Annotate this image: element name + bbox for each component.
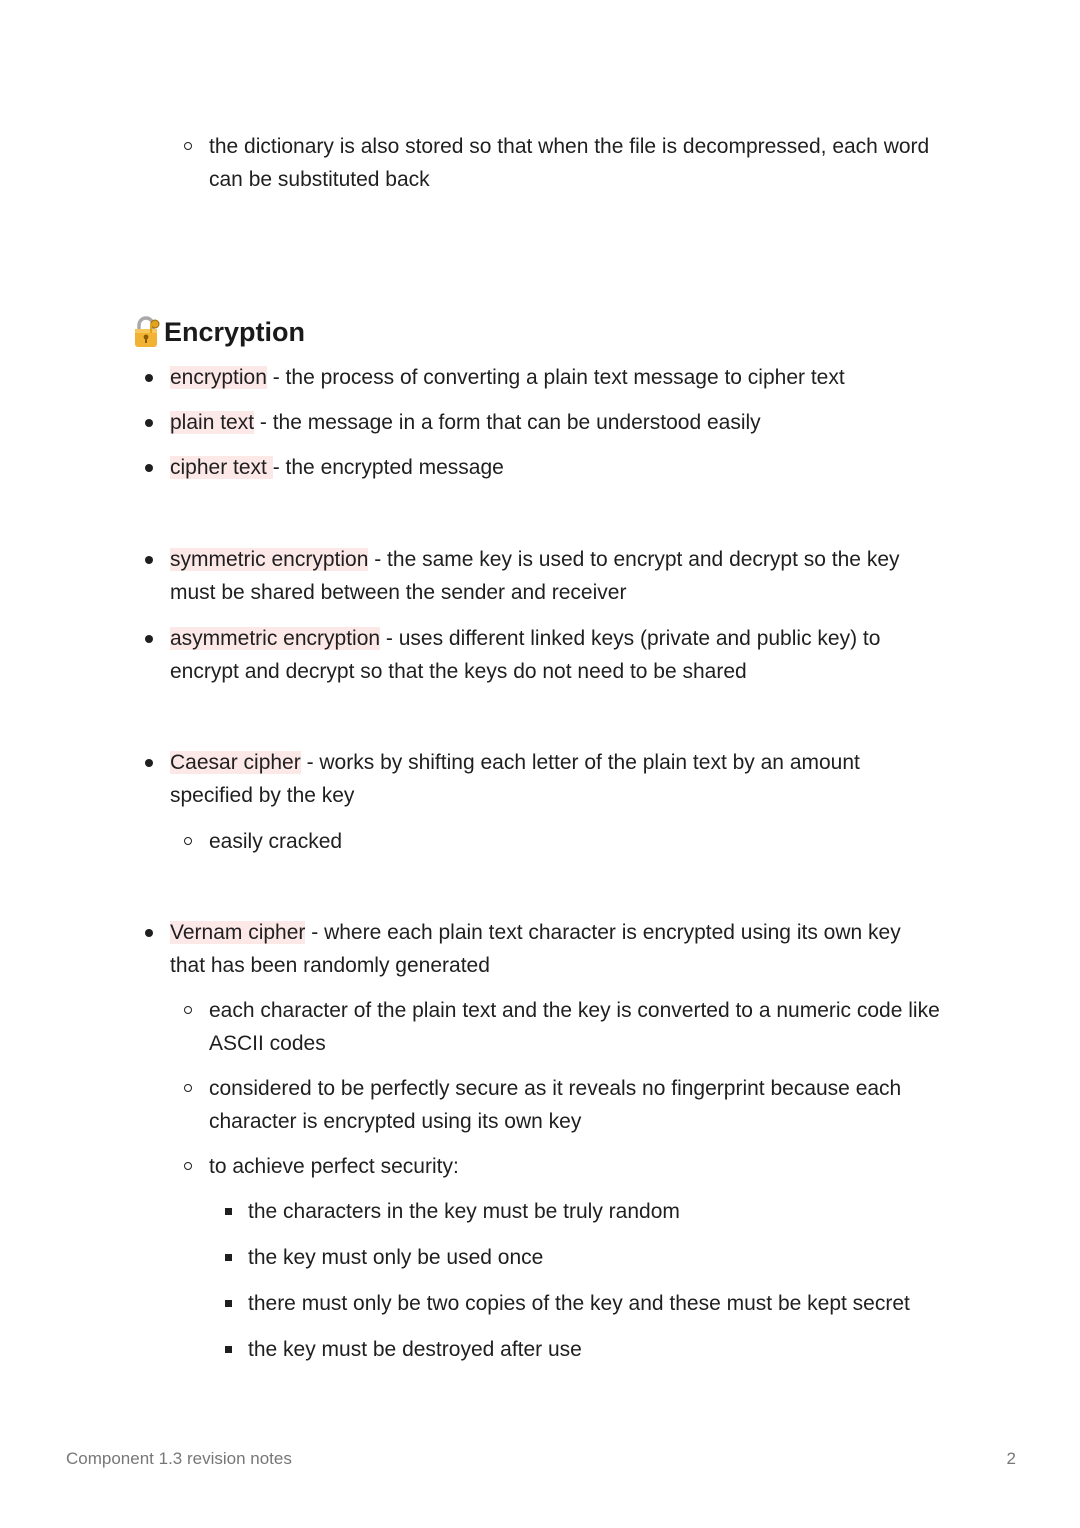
sub-sub-item-text: the characters in the key must be truly random xyxy=(248,1200,680,1223)
list-item-text: the dictionary is also stored so that when the file is decompressed, each word can be substituted back xyxy=(209,135,930,191)
term: encryption xyxy=(170,366,267,389)
list-item xyxy=(0,451,940,484)
bullet-icon xyxy=(145,464,153,472)
section-title: Encryption xyxy=(164,317,306,347)
sub-item-text: considered to be perfectly secure as it reveals no fingerprint because each character is encrypted using its own key xyxy=(209,1077,902,1133)
definition: - uses different linked keys (private and public key) to encrypt and decrypt so that the keys do not need to be shared xyxy=(170,627,881,683)
square-bullet-icon xyxy=(225,1208,232,1215)
term: plain text xyxy=(170,411,255,434)
definition: - the encrypted message xyxy=(272,456,504,479)
bullet-icon xyxy=(145,635,153,643)
hollow-bullet-icon xyxy=(184,1084,192,1092)
square-bullet-icon xyxy=(225,1254,232,1261)
term: asymmetric encryption xyxy=(170,627,381,650)
square-bullet-icon xyxy=(225,1300,232,1307)
section-heading xyxy=(130,312,305,352)
bullet-icon xyxy=(145,929,153,937)
list-item xyxy=(0,746,940,812)
key-types-list xyxy=(0,543,940,688)
hollow-bullet-icon xyxy=(184,142,192,150)
sub-sub-list-item xyxy=(0,1195,948,1228)
sub-sub-list-item xyxy=(0,1287,948,1320)
square-bullet-icon xyxy=(225,1346,232,1353)
sub-list-item xyxy=(0,994,940,1060)
sub-sub-list-item xyxy=(0,1241,948,1274)
page-number: 2 xyxy=(1006,1449,1016,1468)
sub-list-item xyxy=(0,1072,940,1138)
definition: - works by shifting each letter of the plain text by an amount specified by the key xyxy=(170,751,860,807)
list-item xyxy=(0,916,940,982)
sub-item-text: easily cracked xyxy=(209,830,343,853)
bullet-icon xyxy=(145,556,153,564)
vernam-list xyxy=(0,916,948,1366)
bullet-icon xyxy=(145,374,153,382)
sub-list-item xyxy=(0,1150,940,1183)
footer-doc-title: Component 1.3 revision notes xyxy=(66,1449,292,1468)
sub-item-text: each character of the plain text and the key is converted to a numeric code like ASCII codes xyxy=(209,999,940,1055)
definition: - the process of converting a plain text message to cipher text xyxy=(266,366,845,389)
sub-list-item xyxy=(0,825,940,858)
bullet-icon xyxy=(145,759,153,767)
term: Caesar cipher xyxy=(170,751,301,774)
list-item xyxy=(0,543,940,609)
definition-list xyxy=(0,361,940,484)
term: Vernam cipher xyxy=(170,921,306,944)
hollow-bullet-icon xyxy=(184,1006,192,1014)
term: cipher text xyxy=(170,456,273,479)
term: symmetric encryption xyxy=(170,548,369,571)
bullet-icon xyxy=(145,419,153,427)
sub-item-text: to achieve perfect security: xyxy=(209,1155,459,1178)
definition: - where each plain text character is encrypted using its own key that has been randomly generated xyxy=(170,921,901,977)
list-item xyxy=(0,406,940,439)
list-item xyxy=(0,622,940,688)
caesar-list xyxy=(0,746,940,858)
definition: - the same key is used to encrypt and decrypt so the key must be shared between the sender and receiver xyxy=(170,548,900,604)
sub-sub-item-text: there must only be two copies of the key and these must be kept secret xyxy=(248,1292,910,1315)
definition: - the message in a form that can be understood easily xyxy=(254,411,761,434)
list-item-top xyxy=(0,130,940,196)
sub-sub-item-text: the key must be destroyed after use xyxy=(248,1338,582,1361)
sub-sub-item-text: the key must only be used once xyxy=(248,1246,544,1269)
hollow-bullet-icon xyxy=(184,1162,192,1170)
sub-sub-list-item xyxy=(0,1333,948,1366)
lock-with-key-icon xyxy=(130,315,162,349)
hollow-bullet-icon xyxy=(184,837,192,845)
list-item xyxy=(0,361,940,394)
